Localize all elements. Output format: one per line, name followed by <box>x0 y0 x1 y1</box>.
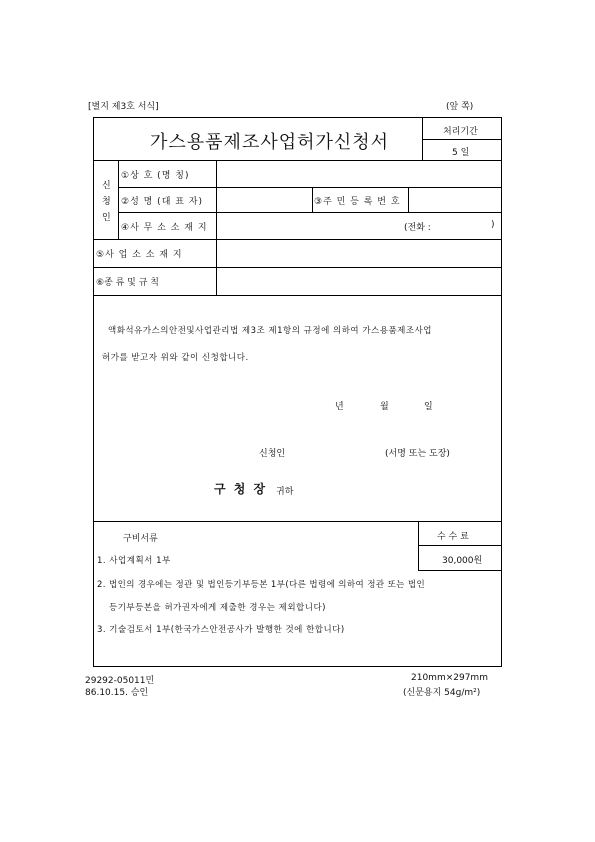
office-address-label: ④사 무 소 소 재 지 <box>121 223 208 233</box>
representative-field[interactable] <box>217 188 311 211</box>
sign-or-seal-label: (서명 또는 도장) <box>385 449 450 459</box>
business-name-label: ①상 호 (명 칭) <box>121 171 190 181</box>
divider <box>422 117 423 160</box>
form-code: 29292-05011민 <box>85 676 155 686</box>
representative-label: ②성 명 (대 표 자) <box>121 197 204 207</box>
documents-heading: 구비서류 <box>123 534 158 544</box>
office-address-field[interactable] <box>217 213 387 238</box>
form-number: [별지 제3호 서식] <box>88 102 159 112</box>
processing-period-label: 처리기간 <box>443 127 478 137</box>
statement-line: 허가를 받고자 위와 같이 신청합니다. <box>102 353 249 363</box>
date-year-label: 년 <box>335 402 344 412</box>
divider <box>418 545 502 546</box>
divider <box>418 570 502 571</box>
resident-number-label: ③주 민 등 록 번 호 <box>314 197 401 207</box>
applicant-side-label: 인 <box>102 213 111 223</box>
applicant-side-label: 청 <box>102 197 111 207</box>
form-title: 가스용품제조사업허가신청서 <box>150 132 390 153</box>
applicant-side-label: 신 <box>102 181 111 191</box>
addressee-name: 구 청 장 <box>214 482 268 496</box>
divider <box>422 139 502 140</box>
type-scale-field[interactable] <box>217 268 501 294</box>
statement-line: 액화석유가스의안전및사업관리법 제3조 제1항의 규정에 의하여 가스용품제조사업 <box>108 326 433 336</box>
applicant-signature-label: 신청인 <box>259 449 286 459</box>
phone-label: (전화 : <box>404 223 431 233</box>
phone-field[interactable] <box>436 213 488 238</box>
divider <box>93 521 502 522</box>
divider <box>312 187 313 212</box>
site-address-label: ⑤사 업 소 소 재 지 <box>96 250 183 260</box>
page-side-label: (앞 쪽) <box>446 102 474 112</box>
paper-type: (신문용지 54g/m²) <box>403 688 481 698</box>
business-name-field[interactable] <box>217 161 501 186</box>
divider <box>118 160 119 239</box>
divider <box>418 521 419 570</box>
document-item: 1. 사업계획서 1부 <box>97 556 171 566</box>
paper-size: 210mm×297mm <box>411 673 488 683</box>
fee-label: 수 수 료 <box>437 532 469 542</box>
type-scale-label: ⑥종 류 및 규 칙 <box>96 278 159 288</box>
document-item: 2. 법인의 경우에는 정관 및 법인등기부등본 1부(다른 법령에 의하여 정관 또는 법인 <box>97 580 426 590</box>
approval-date: 86.10.15. 승인 <box>85 688 149 698</box>
date-month-label: 월 <box>380 402 389 412</box>
resident-number-field[interactable] <box>409 188 501 211</box>
processing-period-value: 5 일 <box>452 148 470 158</box>
fee-amount: 30,000원 <box>442 556 483 566</box>
phone-close: ) <box>491 220 495 230</box>
divider <box>93 295 502 296</box>
site-address-field[interactable] <box>217 240 501 266</box>
addressee-suffix: 귀하 <box>276 487 294 497</box>
document-item: 3. 기술검토서 1부(한국가스안전공사가 발행한 것에 한합니다) <box>97 625 345 635</box>
date-day-label: 일 <box>424 402 433 412</box>
document-item: 등기부등본을 허가권자에게 제출한 경우는 제외합니다) <box>109 603 326 613</box>
